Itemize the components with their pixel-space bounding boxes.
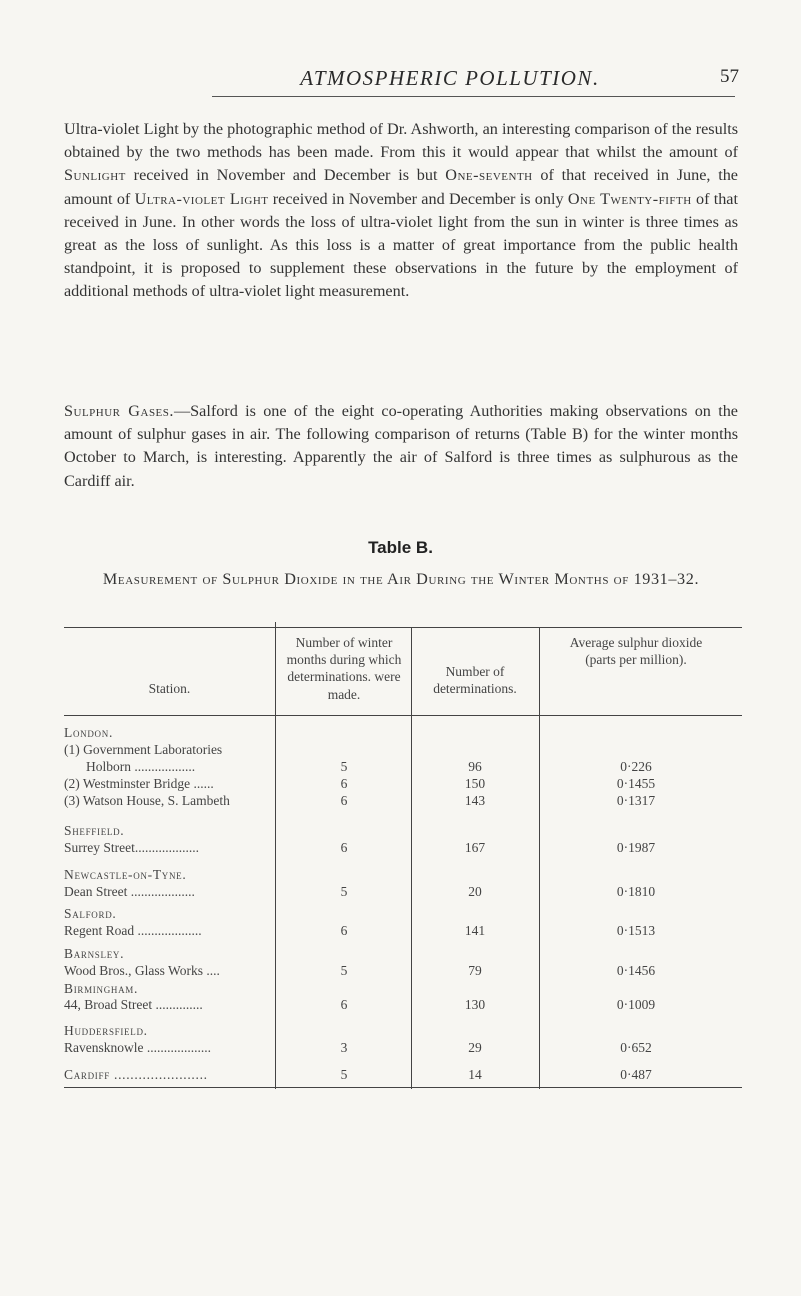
determinations-sheffield: 167 — [464, 840, 486, 855]
col-divider-1b — [275, 1012, 276, 1089]
station-newcastle: Dean Street ................... — [64, 884, 195, 899]
station-sheffield: Surrey Street................... — [64, 840, 199, 855]
col-divider-2b — [411, 1012, 412, 1089]
average-huddersfield: 0·652 — [620, 1040, 652, 1055]
determinations-cardiff: 14 — [468, 1067, 482, 1082]
determinations-newcastle: 20 — [468, 884, 482, 899]
months-barnsley: 5 — [340, 963, 348, 978]
average-salford: 0·1513 — [616, 923, 656, 938]
paragraph-sulphur-gases — [64, 400, 738, 493]
p1-text-a: Ultra-violet Light by the photographic method of Dr. Ashworth, an interesting comparison of the results obtained by the two methods has been made. From this it would appear that whilst the amount of — [64, 120, 738, 162]
average-sheffield: 0·1987 — [616, 840, 656, 855]
p1-text-c: of that received in June, the amount of — [64, 166, 738, 208]
p1-text-b: received in November and December is but — [125, 166, 446, 185]
average-cardiff: 0·487 — [620, 1067, 652, 1082]
group-newcastle: Newcastle-on-Tyne. — [64, 867, 187, 882]
average-barnsley: 0·1456 — [616, 963, 656, 978]
determinations-london-3: 143 — [464, 793, 486, 808]
average-newcastle: 0·1810 — [616, 884, 656, 899]
months-london-3: 6 — [340, 793, 348, 808]
station-birmingham: 44, Broad Street .............. — [64, 997, 203, 1012]
table-label: Table B. — [368, 538, 433, 557]
p2-text: —Salford is one of the eight co-operating Authorities making observations on the amount of sulphur gases in air. The following comparison of returns (Table B) for the winter months October to March, is interesting. Apparently the air of Salford is three times as sulphurous as the Cardiff air. — [64, 402, 738, 490]
col-divider-3 — [539, 627, 540, 1014]
col-divider-1 — [275, 622, 276, 1014]
header-determinations: Number of determinations. — [433, 664, 517, 697]
station-london-1: Holborn .................. — [86, 759, 196, 774]
months-newcastle: 5 — [340, 884, 348, 899]
determinations-salford: 141 — [464, 923, 486, 938]
group-birmingham: Birmingham. — [64, 981, 139, 996]
running-header: ATMOSPHERIC POLLUTION. — [300, 66, 600, 90]
months-huddersfield: 3 — [340, 1040, 348, 1055]
header-rule — [212, 96, 735, 97]
determinations-london-1: 96 — [468, 759, 482, 774]
group-barnsley: Barnsley. — [64, 946, 125, 961]
months-london-1: 5 — [340, 759, 348, 774]
table-caption: Measurement of Sulphur Dioxide in the Air During the Winter Months of 1931–32. — [102, 570, 700, 588]
p1-one-twenty-fifth: One Twenty-fifth — [567, 189, 692, 208]
header-average: Average sulphur dioxide (parts per million). — [569, 635, 703, 668]
station-barnsley: Wood Bros., Glass Works .... — [64, 963, 220, 978]
group-sheffield: Sheffield. — [64, 823, 125, 838]
determinations-huddersfield: 29 — [468, 1040, 482, 1055]
table-header-rule — [64, 715, 742, 716]
group-huddersfield: Huddersfield. — [64, 1023, 148, 1038]
station-huddersfield: Ravensknowle ................... — [64, 1040, 211, 1055]
average-london-2: 0·1455 — [616, 776, 656, 791]
header-months: Number of winter months during which determinations. were made. — [286, 635, 402, 702]
p1-sunlight: Sunlight — [64, 166, 126, 185]
page-number: 57 — [720, 66, 739, 87]
group-salford: Salford. — [64, 906, 117, 921]
months-sheffield: 6 — [340, 840, 348, 855]
station-london-2: (2) Westminster Bridge ...... — [64, 776, 214, 791]
determinations-london-2: 150 — [464, 776, 486, 791]
months-cardiff: 5 — [340, 1067, 348, 1082]
average-london-1: 0·226 — [620, 759, 652, 774]
average-birmingham: 0·1009 — [616, 997, 656, 1012]
p1-one-seventh: One-seventh — [445, 166, 533, 185]
station-cardiff: Cardiff ....................... — [64, 1067, 208, 1082]
months-birmingham: 6 — [340, 997, 348, 1012]
group-london: London. — [64, 725, 114, 740]
station-london-1a: (1) Government Laboratories — [64, 742, 223, 757]
p2-heading: Sulphur Gases. — [64, 402, 174, 420]
months-london-2: 6 — [340, 776, 348, 791]
p1-text-e: of that received in June. In other words the loss of ultra-violet light from the sun in winter is three times as great as the loss of sunlight. As this loss is a matter of great importance from the public health standpoint, it is proposed to supplement these observations in the future by the employment of additional methods of ultra-violet light measurement. — [64, 189, 738, 301]
station-london-3: (3) Watson House, S. Lambeth — [64, 793, 230, 808]
average-london-3: 0·1317 — [616, 793, 656, 808]
p1-text-d: received in November and December is only — [268, 189, 568, 208]
p1-ultraviolet-light: Ultra-violet Light — [134, 189, 269, 208]
col-divider-3b — [539, 1012, 540, 1089]
months-salford: 6 — [340, 923, 348, 938]
determinations-birmingham: 130 — [464, 997, 486, 1012]
determinations-barnsley: 79 — [468, 963, 482, 978]
station-salford: Regent Road ................... — [64, 923, 202, 938]
paragraph-ultraviolet — [64, 118, 738, 304]
header-station: Station. — [148, 681, 191, 696]
table-top-rule — [64, 627, 742, 628]
col-divider-2 — [411, 627, 412, 1014]
table-final-rule — [64, 1087, 742, 1088]
